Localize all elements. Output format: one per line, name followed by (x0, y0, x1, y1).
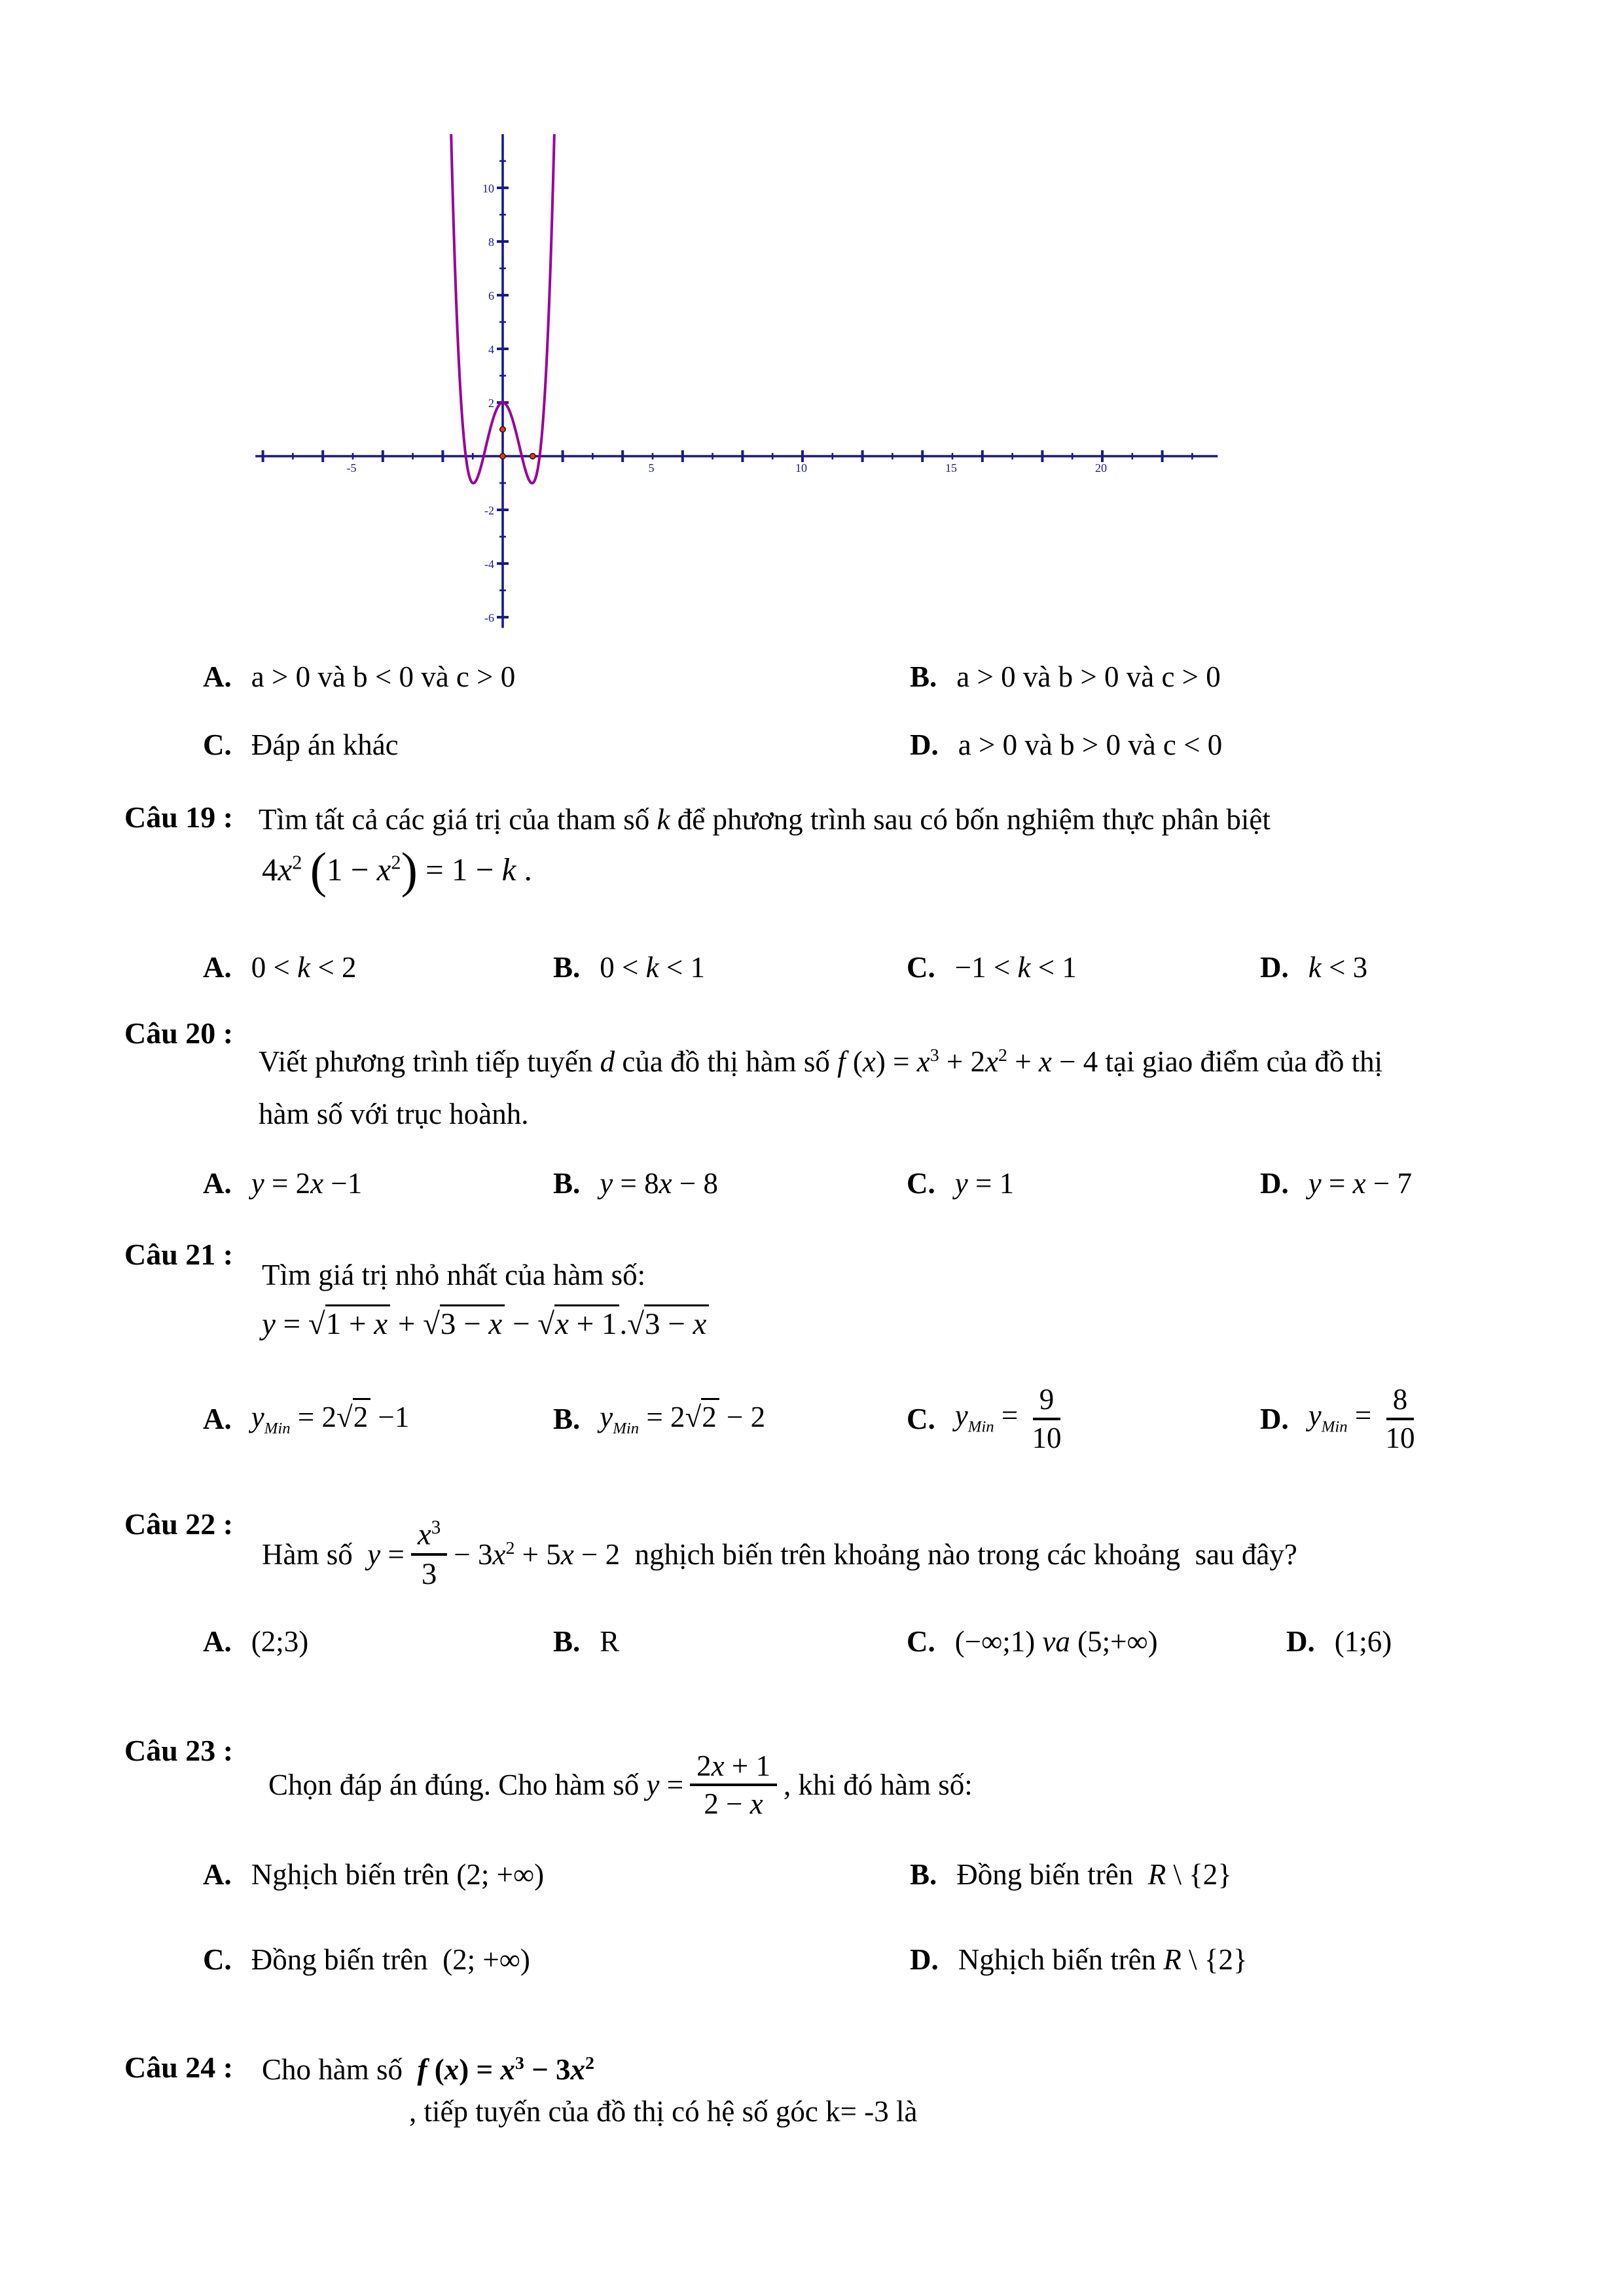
option-A (203, 660, 515, 694)
option-A (203, 950, 357, 984)
option-A (203, 1857, 544, 1892)
option-letter: D. (910, 728, 939, 761)
option-A (203, 1624, 308, 1659)
svg-text:8: 8 (488, 236, 494, 249)
option-D (1260, 950, 1367, 984)
question-24-text-line2: , tiếp tuyến của đồ thị có hệ số góc k= -3 là (409, 2095, 918, 2128)
option-text: 0 < k < 2 (251, 951, 357, 984)
question-19-label: Câu 19 : (124, 800, 234, 834)
option-B (553, 1624, 619, 1659)
option-text: $y_{Min} = 2√2 -1$ (251, 1400, 410, 1438)
option-text: Nghịch biến trên (2; +∞) (251, 1858, 545, 1891)
option-letter: B. (910, 660, 937, 693)
question-22-label: Câu 22 : (124, 1507, 234, 1541)
option-B (553, 950, 705, 984)
option-letter: D. (1260, 1402, 1289, 1435)
option-B (910, 660, 1221, 694)
option-text: Đồng biến trên (2; +∞) (251, 1943, 530, 1976)
question-text-pre: Hàm số y = (262, 1537, 405, 1571)
option-letter: D. (1260, 1167, 1289, 1200)
question-text-post: − $3x^2 + 5x - 2$ nghịch biến trên khoảng nào trong các khoảng sau đây? (454, 1537, 1297, 1571)
option-text: k < 3 (1308, 951, 1368, 984)
option-letter: B. (553, 1167, 581, 1200)
fraction (690, 1749, 777, 1821)
option-letter: C. (907, 1402, 935, 1435)
option-letter: B. (553, 951, 581, 984)
question-22-text (262, 1507, 1297, 1602)
option-text: $y_{Min}$ = $\frac{9}{10}$ (954, 1383, 1062, 1454)
svg-text:-4: -4 (484, 558, 494, 571)
question-20-label: Câu 20 : (124, 1016, 234, 1050)
option-D (1286, 1624, 1392, 1659)
option-D (910, 1943, 1248, 1977)
option-letter: D. (910, 1943, 939, 1976)
question-19-text: Tìm tất cả các giá trị của tham số k để phương trình sau có bốn nghiệm thực phân biệt (259, 803, 1271, 836)
option-letter: C. (907, 1167, 935, 1200)
option-text: Đáp án khác (251, 728, 399, 761)
question-21-text: Tìm giá trị nhỏ nhất của hàm số: (262, 1259, 646, 1291)
option-text: Đồng biến trên R \ {2} (956, 1858, 1232, 1891)
svg-text:-5: -5 (346, 461, 357, 475)
option-text: y = x − 7 (1308, 1167, 1412, 1200)
svg-text:-6: -6 (484, 611, 494, 624)
svg-text:6: 6 (488, 289, 494, 302)
option-letter: A. (203, 1858, 232, 1891)
option-text: a > 0 và b > 0 và c > 0 (956, 660, 1221, 693)
option-text: a > 0 và b > 0 và c < 0 (958, 728, 1223, 761)
option-text: −1 < k < 1 (954, 951, 1077, 984)
option-text: y = 1 (954, 1167, 1015, 1200)
option-C (907, 1624, 1158, 1659)
svg-text:4: 4 (488, 343, 494, 356)
option-text: $y_{Min}$ = $\frac{8}{10}$ (1308, 1383, 1415, 1454)
fraction (411, 1517, 447, 1592)
option-B (910, 1857, 1232, 1892)
option-B (553, 1166, 718, 1200)
option-D (1260, 1374, 1422, 1463)
question-20-text-line2: hàm số với trục hoành. (259, 1098, 529, 1130)
option-letter: D. (1260, 951, 1289, 984)
question-text-pre: Chọn đáp án đúng. Cho hàm số y = (268, 1768, 684, 1801)
svg-text:-2: -2 (484, 504, 494, 517)
option-text: (1;6) (1334, 1625, 1392, 1658)
function-graph (249, 134, 1231, 658)
option-D (910, 728, 1222, 762)
option-text: (−∞;1) va (5;+∞) (954, 1625, 1158, 1658)
question-19-formula: $4x^2$ $(1 - x^2) = 1 - k$ . (262, 842, 532, 898)
option-C (203, 1943, 530, 1977)
option-letter: A. (203, 951, 232, 984)
option-text: (2;3) (251, 1625, 309, 1658)
option-letter: B. (910, 1858, 937, 1891)
option-C (907, 950, 1077, 984)
option-text: y = 8x − 8 (600, 1167, 719, 1200)
svg-text:2: 2 (488, 397, 494, 410)
question-21-formula: y = √1 + x + √3 − x − √x + 1.√3 − x (262, 1306, 709, 1342)
option-letter: A. (203, 1167, 232, 1200)
question-21-label: Câu 21 : (124, 1238, 234, 1271)
fraction-numerator: 2x + 1 (690, 1749, 777, 1786)
question-text-post: , khi đó hàm số: (783, 1768, 973, 1801)
option-C (907, 1166, 1014, 1200)
fraction-denominator: 2 − x (704, 1787, 763, 1820)
svg-text:5: 5 (648, 461, 655, 475)
option-letter: C. (907, 1625, 935, 1658)
option-text: 0 < k < 1 (600, 951, 706, 984)
svg-text:10: 10 (795, 461, 807, 475)
option-letter: A. (203, 1625, 232, 1658)
svg-text:20: 20 (1095, 461, 1107, 475)
option-C (907, 1374, 1068, 1463)
option-letter: C. (203, 1943, 232, 1976)
option-text: Nghịch biến trên R \ {2} (958, 1943, 1248, 1976)
question-24-label: Câu 24 : (124, 2051, 234, 2084)
svg-text:15: 15 (945, 461, 957, 475)
option-letter: B. (553, 1402, 581, 1435)
svg-text:10: 10 (482, 182, 494, 195)
option-D (1260, 1166, 1412, 1200)
question-24-text-line1: Cho hàm số f $(x) = x^3 - 3x^2$ (262, 2053, 594, 2086)
option-letter: D. (1286, 1625, 1315, 1658)
option-A (203, 1166, 362, 1200)
option-text: $y_{Min} = 2√2 - 2$ (600, 1400, 765, 1438)
option-text: y = 2x −1 (251, 1167, 363, 1200)
option-text: R (600, 1625, 620, 1658)
question-23-label: Câu 23 : (124, 1734, 234, 1767)
option-letter: B. (553, 1625, 581, 1658)
question-20-text-line1: Viết phương trình tiếp tuyến d của đồ thị hàm số f $(x) = x^3 + 2x^2 + x - 4$ tại giao điểm của đồ thị (259, 1045, 1383, 1078)
option-C (203, 728, 399, 762)
question-23-text (268, 1736, 973, 1834)
option-letter: A. (203, 1402, 232, 1435)
fraction-denominator: 3 (421, 1556, 437, 1591)
option-text: a > 0 và b < 0 và c > 0 (251, 660, 516, 693)
fraction-numerator: $x^3$ (411, 1517, 447, 1556)
option-letter: C. (203, 728, 232, 761)
option-letter: A. (203, 660, 232, 693)
option-A (203, 1374, 409, 1463)
option-letter: C. (907, 951, 935, 984)
option-B (553, 1374, 765, 1463)
